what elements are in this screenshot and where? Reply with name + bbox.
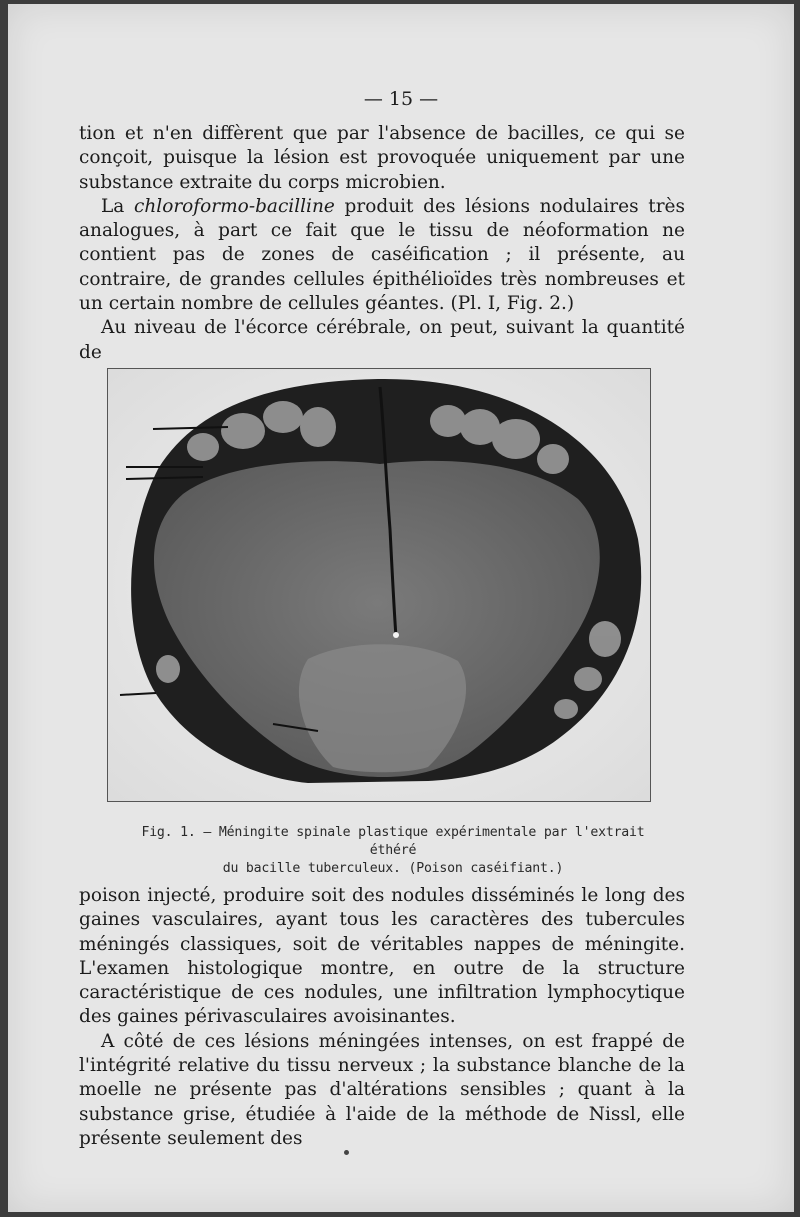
ink-spot: [344, 1150, 349, 1155]
page-number: — 15 —: [363, 88, 439, 110]
paragraph-poison: poison injecté, produire soit des nodules disséminés le long des gaines vasculaires, ayant tous les caractères des tubercules méningés classiques, soit de véritables nappes de méningite. L'examen histologique montre, en outre de la structure caractéristique de ces nodules, une infiltration lymphocytique des gaines périvasculaires avoisinantes.: [79, 885, 685, 1028]
book-page: [8, 4, 794, 1212]
text-block-top: [79, 122, 685, 365]
micrograph-image: [108, 369, 650, 801]
paragraph-integrite: A côté de ces lésions méningées intenses, on est frappé de l'intégrité relative du tissu nerveux ; la substance blanche de la moelle ne présente pas d'altérations sensibles ; quant à la substance grise, étudiée à l'aide de la méthode de Nissl, elle présente seulement des: [79, 1030, 685, 1149]
italic-term: chloroformo-bacilline: [134, 195, 335, 217]
paragraph-chloroformo: [79, 195, 685, 316]
text-block-bottom: [79, 884, 685, 1151]
paragraph-ecorce: Au niveau de l'écorce cérébrale, on peut, suivant la quantité de: [79, 317, 685, 363]
paragraph-lead: La: [101, 195, 134, 217]
caption-line-1: Fig. 1. — Méningite spinale plastique expérimentale par l'extrait éthéré: [141, 825, 645, 858]
figure-caption: [118, 824, 668, 878]
spinal-cord-micrograph: [107, 368, 651, 802]
paragraph-body: produit des lésions nodulaires très analogues, à part ce fait que le tissu de néoformation ne contient pas de zones de caséification ; il présente, au contraire, de grandes cellules épithélioïdes très nombreuses et un certain nombre de cellules géantes. (Pl. I, Fig. 2.): [79, 195, 685, 315]
central-canal: [393, 632, 399, 638]
paragraph-continuation: tion et n'en diffèrent que par l'absence de bacilles, ce qui se conçoit, puisque la lésion est provoquée uniquement par une substance extraite du corps microbien.: [79, 123, 685, 193]
caption-line-2: du bacille tuberculeux. (Poison caséifiant.): [222, 861, 564, 876]
